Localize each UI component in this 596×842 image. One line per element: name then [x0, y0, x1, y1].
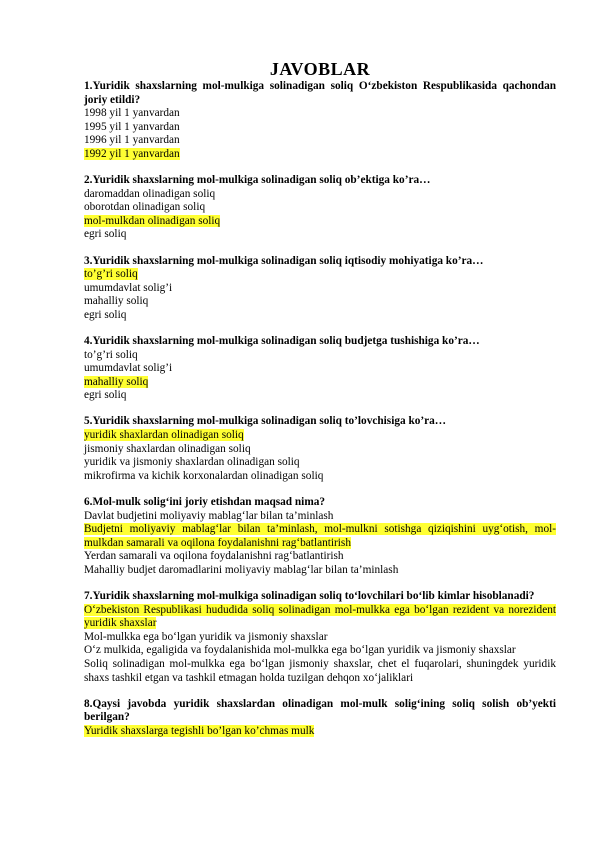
question-3: 3.Yuridik shaxslarning mol-mulkiga solinadigan soliq iqtisodiy mohiyatiga ko’ra… [84, 254, 484, 267]
question-8: 8.Qaysi javobda yuridik shaxslardan olinadigan mol-mulk solig‘ining soliq solish ob’yekti berilgan? [84, 697, 556, 724]
question-4: 4.Yuridik shaxslarning mol-mulkiga solinadigan soliq budjetga tushishiga ko’ra… [84, 335, 480, 347]
option-7a-answer [84, 604, 556, 631]
highlighted-answer: Budjetni moliyaviy mablag‘lar bilan ta’minlash, mol-mulkni sotishga qiziqishini uyg‘otish, mol-mulkdan samarali va oqilona foydalanishni rag‘batlantirish [84, 523, 556, 549]
option-1d-answer [84, 148, 556, 162]
highlighted-answer: mol-mulkdan olinadigan soliq [84, 214, 221, 227]
page-title: JAVOBLAR [269, 59, 371, 79]
highlighted-answer: mahalliy soliq [84, 375, 149, 388]
option-4a: to’g’ri soliq [84, 348, 138, 361]
question-2: 2.Yuridik shaxslarning mol-mulkiga solinadigan soliq ob’ektiga ko’ra… [84, 174, 431, 187]
option-8a-answer [84, 725, 556, 739]
option-1b: 1995 yil 1 yanvardan [84, 120, 180, 133]
option-7c: O‘z mulkida, egaligida va foydalanishida mol-mulkka ega bo‘lgan yuridik va jismoniy shaxslar [84, 644, 516, 657]
option-2b: oborotdan olinadigan soliq [84, 201, 206, 214]
option-5b: jismoniy shaxlardan olinadigan soliq [84, 442, 251, 455]
option-6b-answer [84, 523, 556, 550]
option-3d: egri soliq [84, 308, 127, 321]
option-5a-answer [84, 429, 556, 443]
option-5c: yuridik va jismoniy shaxlardan olinadigan soliq [84, 456, 300, 469]
highlighted-answer: to’g’ri soliq [84, 268, 138, 281]
option-2c-answer [84, 215, 556, 229]
option-4c-answer [84, 376, 556, 390]
option-6a: Davlat budjetini moliyaviy mablag‘lar bilan ta’minlash [84, 509, 334, 522]
option-2a: daromaddan olinadigan soliq [84, 187, 216, 200]
highlighted-answer: O‘zbekiston Respublikasi hududida soliq solinadigan mol-mulkka ega bo‘lgan rezident va norezident yuridik shaxslar [84, 603, 556, 630]
option-7d: Soliq solinadigan mol-mulkka ega bo‘lgan jismoniy shaxslar, chet el fuqarolari, shuningdek yuridik shaxs tashkil etgan va tashkil etmagan holda tuzilgan dehqon xo‘jaliklari [84, 657, 556, 684]
option-4b: umumdavlat solig’i [84, 362, 173, 375]
highlighted-answer: 1992 yil 1 yanvardan [84, 147, 180, 160]
option-3b: umumdavlat solig’i [84, 281, 173, 294]
option-7b: Mol-mulkka ega bo‘lgan yuridik va jismoniy shaxslar [84, 630, 328, 643]
option-1c: 1996 yil 1 yanvardan [84, 134, 180, 147]
question-5: 5.Yuridik shaxslarning mol-mulkiga solinadigan soliq to’lovchisiga ko’ra… [84, 415, 447, 428]
question-6: 6.Mol-mulk solig‘ini joriy etishdan maqsad nima? [84, 495, 326, 508]
option-4d: egri soliq [84, 389, 127, 402]
option-5d: mikrofirma va kichik korxonalardan olinadigan soliq [84, 469, 324, 482]
option-6d: Mahalliy budjet daromadlarini moliyaviy mablag‘lar bilan ta’minlash [84, 563, 399, 576]
option-1a: 1998 yil 1 yanvardan [84, 107, 180, 120]
option-3c: mahalliy soliq [84, 295, 149, 308]
option-3a-answer [84, 268, 556, 282]
option-2d: egri soliq [84, 228, 127, 241]
highlighted-answer: Yuridik shaxslarga tegishli bo’lgan ko’chmas mulk [84, 724, 315, 737]
option-6c: Yerdan samarali va oqilona foydalanishni rag‘batlantirish [84, 550, 344, 563]
question-1: 1.Yuridik shaxslarning mol-mulkiga solinadigan soliq O‘zbekiston Respublikasida qachondan joriy etildi? [84, 80, 556, 106]
highlighted-answer: yuridik shaxlardan olinadigan soliq [84, 429, 244, 442]
question-7: 7.Yuridik shaxslarning mol-mulkiga solinadigan soliq to‘lovchilari bo‘lib kimlar hisoblanadi? [84, 590, 535, 602]
document-page [84, 58, 556, 738]
